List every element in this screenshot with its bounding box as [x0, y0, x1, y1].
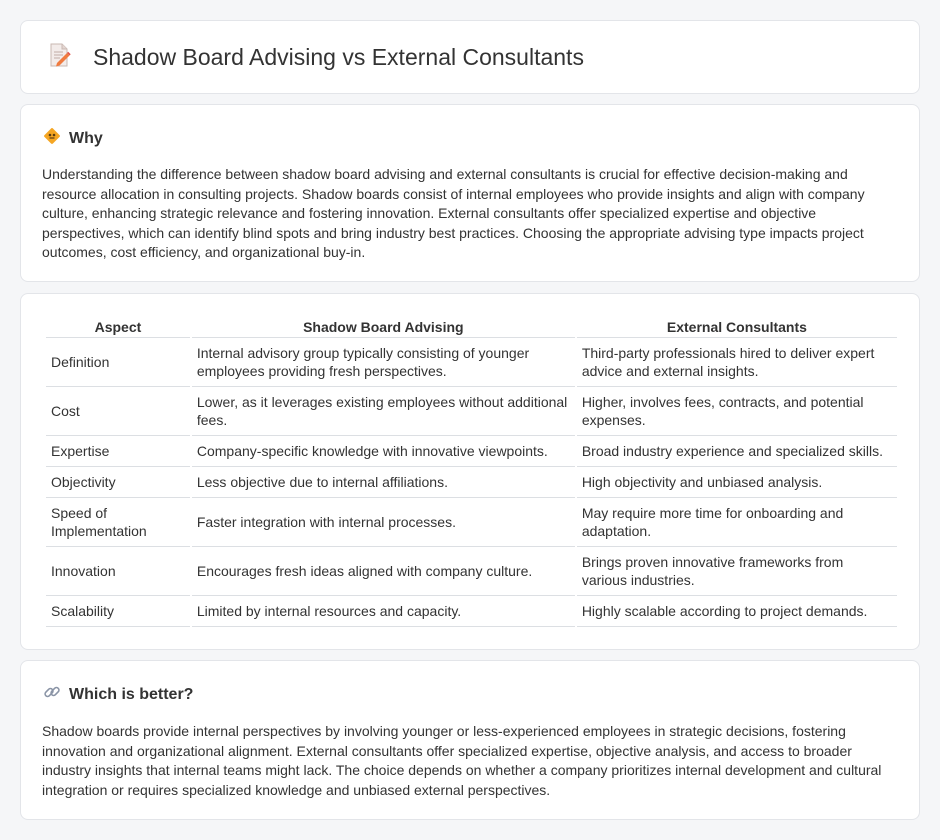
row-aspect: Innovation [46, 547, 190, 596]
table-row [46, 596, 897, 627]
table-row [46, 547, 897, 596]
row-shadow-board: Company-specific knowledge with innovative viewpoints. [192, 436, 575, 467]
table-header-row [46, 316, 897, 338]
row-external-consultants: Higher, involves fees, contracts, and potential expenses. [577, 387, 897, 436]
row-shadow-board: Encourages fresh ideas aligned with company culture. [192, 547, 575, 596]
diamond-sign-icon [43, 127, 69, 150]
page-title: Shadow Board Advising vs External Consultants [93, 43, 584, 70]
table-row [46, 436, 897, 467]
table-row [46, 338, 897, 387]
why-title: Why [69, 129, 103, 147]
header-shadow-board: Shadow Board Advising [192, 316, 575, 338]
row-shadow-board: Internal advisory group typically consisting of younger employees providing fresh perspectives. [192, 338, 575, 387]
comparison-section [20, 293, 920, 650]
comparison-table [44, 316, 899, 627]
row-external-consultants: Brings proven innovative frameworks from various industries. [577, 547, 897, 596]
why-title-row [43, 127, 103, 150]
link-icon [43, 683, 69, 706]
why-text: Understanding the difference between shadow board advising and external consultants is crucial for effective decision-making and resource allocation in consulting projects. Shadow boards consist of internal employees who provide insights and align with company culture, enhancing strategic relevance and fostering innovation. External consultants offer specialized expertise and objective perspectives, which can identify blind spots and bring industry best practices. Choosing the appropriate advising type impacts project outcomes, cost efficiency, and organizational buy-in. [42, 166, 865, 260]
row-external-consultants: Highly scalable according to project demands. [577, 596, 897, 627]
row-external-consultants: Broad industry experience and specialized skills. [577, 436, 897, 467]
row-external-consultants: Third-party professionals hired to deliver expert advice and external insights. [577, 338, 897, 387]
why-section [20, 104, 920, 282]
row-external-consultants: May require more time for onboarding and adaptation. [577, 498, 897, 547]
better-text: Shadow boards provide internal perspectives by involving younger or less-experienced employees in strategic decisions, fostering innovation and organizational alignment. External consultants offer specialized expertise, objective analysis, and access to broader industry insights that internal teams might lack. The choice depends on whether a company prioritizes internal development and cultural integration or requires specialized knowledge and unbiased external perspectives. [42, 723, 882, 798]
header-external-consultants: External Consultants [577, 316, 897, 338]
header-aspect: Aspect [46, 316, 190, 338]
header-card [20, 20, 920, 94]
row-shadow-board: Lower, as it leverages existing employees without additional fees. [192, 387, 575, 436]
row-external-consultants: High objectivity and unbiased analysis. [577, 467, 897, 498]
row-shadow-board: Limited by internal resources and capacity. [192, 596, 575, 627]
table-row [46, 467, 897, 498]
row-aspect: Objectivity [46, 467, 190, 498]
row-aspect: Speed of Implementation [46, 498, 190, 547]
row-aspect: Cost [46, 387, 190, 436]
row-aspect: Expertise [46, 436, 190, 467]
better-title-row [43, 683, 193, 706]
which-is-better-section [20, 660, 920, 820]
row-shadow-board: Less objective due to internal affiliations. [192, 467, 575, 498]
table-row [46, 387, 897, 436]
row-shadow-board: Faster integration with internal processes. [192, 498, 575, 547]
better-title: Which is better? [69, 685, 194, 703]
header-row [21, 21, 919, 93]
table-row [46, 498, 897, 547]
document-edit-icon [45, 41, 93, 74]
row-aspect: Scalability [46, 596, 190, 627]
row-aspect: Definition [46, 338, 190, 387]
